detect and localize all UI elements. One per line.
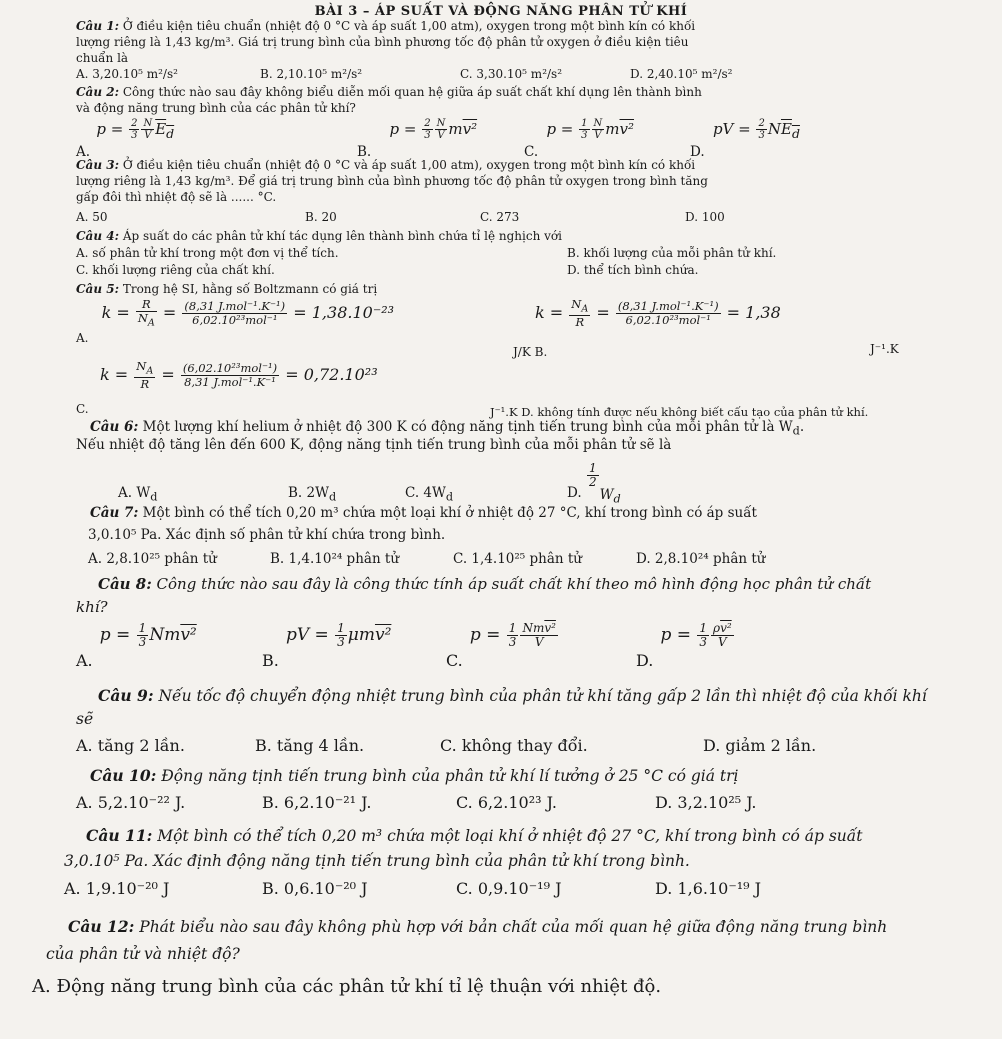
q9-option-c[interactable]: C. không thay đổi. (440, 736, 588, 755)
q8-formula-c: p = $\frac{1}{3}$ $\frac{\text{Nmv²}}{V}$ (469, 621, 556, 649)
q1-stem-line-3: chuẩn là (76, 51, 129, 65)
q11-stem-line-2: 3,0.10⁵ Pa. Xác định động năng tịnh tiến trung bình của phân tử khí trong bình. (64, 852, 690, 870)
q1-option-d[interactable]: D. 2,40.10⁵ m²/s² (630, 67, 733, 81)
q5-formula-c: k = $\frac{N_A}{R}$ = $\frac{\text{(6,02.10²³mol⁻¹)}}{\text{8,31 J.mol⁻¹.K⁻¹}}$ = 0,72.10²³ (100, 359, 378, 392)
q5-option-b[interactable] (535, 298, 781, 329)
q2-option-c[interactable]: C. p = $\frac{1}{3}$ $\frac{N}{V}$ mv² (524, 118, 635, 160)
q11-option-c[interactable]: C. 0,9.10⁻¹⁹ J (456, 879, 562, 898)
q5-formula-a: k = $\frac{R}{N_A}$ = $\frac{\text{(8,31 J.mol⁻¹.K⁻¹)}}{\text{6,02.10²³mol⁻¹}}$ = 1,38.10⁻²³ (101, 297, 395, 329)
q2-option-a[interactable]: A. p = $\frac{2}{3}$ $\frac{N}{V}$ $E_d$ (76, 118, 175, 160)
q2-option-d[interactable]: D. pV = $\frac{2}{3}$ $NE_d$ (690, 118, 800, 160)
q7-option-b[interactable]: B. 1,4.10²⁴ phân tử (270, 551, 400, 567)
q9-stem-line-2: sẽ (76, 710, 94, 728)
q10-stem: Câu 10: Động năng tịnh tiến trung bình của phân tử khí lí tưởng ở 25 °C có giá trị (90, 766, 739, 785)
q2-stem-line-2: và động năng trung bình của các phân tử khí? (76, 101, 356, 115)
q6-option-d[interactable]: D. $\frac{1}{2}$ $W_d$ (567, 461, 621, 506)
q2-formula-a: p = $\frac{2}{3}$ $\frac{N}{V}$ $E_d$ (96, 118, 175, 141)
q5-option-b-unit: J⁻¹.K (870, 342, 899, 356)
q1-stem-line-2: lượng riêng là 1,43 kg/m³. Giá trị trung bình của bình phương tốc độ phân tử oxygen ở điều kiện tiêu (76, 35, 689, 49)
q3-stem-line-3: gấp đôi thì nhiệt độ sẽ là ...... °C. (76, 190, 277, 204)
q3-option-d[interactable]: D. 100 (685, 210, 725, 224)
q6-option-c[interactable]: C. $4W_d$ (405, 485, 454, 504)
q2-formula-b: p = $\frac{2}{3}$ $\frac{N}{V}$ mv² (389, 118, 478, 141)
q5-option-d[interactable]: J⁻¹.K D. không tính được nếu không biết cấu tạo của phân tử khí. (490, 405, 869, 419)
q4-stem: Câu 4: Áp suất do các phân tử khí tác dụng lên thành bình chứa tỉ lệ nghịch với (76, 229, 562, 243)
q11-option-d[interactable]: D. 1,6.10⁻¹⁹ J (655, 879, 762, 898)
q8-option-d[interactable]: D. p = $\frac{1}{3}$ $\frac{\text{ρv²}}{V}$ (636, 622, 735, 649)
q7-option-c[interactable]: C. 1,4.10²⁵ phân tử (453, 551, 582, 567)
q4-option-d[interactable]: D. thể tích bình chứa. (567, 263, 699, 277)
q11-option-a[interactable]: A. 1,9.10⁻²⁰ J (64, 879, 170, 898)
q5-option-c-label: C. (76, 402, 89, 416)
q3-option-a[interactable]: A. 50 (76, 210, 108, 224)
q8-option-a[interactable]: A. p = $\frac{1}{3}$ Nmv² (76, 621, 197, 670)
q4-option-a[interactable]: A. số phân tử khí trong một đơn vị thể tích. (76, 246, 339, 260)
q10-option-c[interactable]: C. 6,2.10²³ J. (456, 793, 557, 812)
q11-option-b[interactable]: B. 0,6.10⁻²⁰ J (262, 879, 368, 898)
q12-option-a[interactable]: A. Động năng trung bình của các phân tử khí tỉ lệ thuận với nhiệt độ. (32, 976, 662, 997)
q3-stem-line-1: Câu 3: Ở điều kiện tiêu chuẩn (nhiệt độ 0 °C và áp suất 1,00 atm), oxygen trong một bình kín có khối (76, 158, 696, 172)
q5-option-c[interactable] (100, 360, 378, 391)
q5-formula-b: k = $\frac{N_A}{R}$ = $\frac{\text{(8,31 J.mol⁻¹.K⁻¹)}}{\text{6,02.10²³mol⁻¹}}$ = 1,38 (535, 297, 781, 330)
q8-option-b[interactable]: B. pV = $\frac{1}{3}$ μmv² (262, 621, 392, 670)
q1-option-c[interactable]: C. 3,30.10⁵ m²/s² (460, 67, 563, 81)
q1-option-a[interactable]: A. 3,20.10⁵ m²/s² (76, 67, 178, 81)
q8-stem-line-2: khí? (76, 598, 108, 616)
q5-option-b-label[interactable]: J/K B. (513, 345, 548, 359)
q9-stem-line-1: Câu 9: Nếu tốc độ chuyển động nhiệt trung bình của phân tử khí tăng gấp 2 lần thì nhiệt độ của khối khí (98, 686, 927, 705)
q9-option-b[interactable]: B. tăng 4 lần. (255, 736, 365, 755)
q10-option-d[interactable]: D. 3,2.10²⁵ J. (655, 793, 757, 812)
q6-formula-d: $\frac{1}{2}$ $W_d$ (588, 461, 621, 506)
q8-formula-b: pV = $\frac{1}{3}$ μmv² (285, 621, 392, 649)
q6-stem-line-2: Nếu nhiệt độ tăng lên đến 600 K, động năng tịnh tiến trung bình của mỗi phân tử sẽ là (76, 437, 672, 453)
q2-option-b[interactable]: B. p = $\frac{2}{3}$ $\frac{N}{V}$ mv² (357, 118, 478, 160)
q9-option-a[interactable]: A. tăng 2 lần. (76, 736, 185, 755)
q4-option-b[interactable]: B. khối lượng của mỗi phân tử khí. (567, 246, 777, 260)
q7-stem-line-1: Câu 7: Một bình có thể tích 0,20 m³ chứa một loại khí ở nhiệt độ 27 °C, khí trong bình có áp suất (90, 505, 757, 521)
q5-stem: Câu 5: Trong hệ SI, hằng số Boltzmann có giá trị (76, 282, 378, 296)
q11-stem-line-1: Câu 11: Một bình có thể tích 0,20 m³ chứa một loại khí ở nhiệt độ 27 °C, khí trong bình có áp suất (86, 826, 863, 845)
q12-stem-line-1: Câu 12: Phát biểu nào sau đây không phù hợp với bản chất của mối quan hệ giữa động năng trung bình (68, 917, 888, 936)
q5-option-a[interactable]: $_{A.}$ k = $\frac{R}{N_A}$ = $\frac{\text{(8,31 J.mol⁻¹.K⁻¹)}}{\text{6,02.10²³mol⁻¹}}$ = 1,38.10⁻²³ (76, 297, 395, 346)
q6-option-a[interactable]: A. $W_d$ (118, 485, 158, 504)
q12-stem-line-2: của phân tử và nhiệt độ? (46, 945, 240, 963)
q7-stem-line-2: 3,0.10⁵ Pa. Xác định số phân tử khí chứa trong bình. (88, 527, 446, 543)
q3-option-b[interactable]: B. 20 (305, 210, 337, 224)
q9-option-d[interactable]: D. giảm 2 lần. (703, 736, 817, 755)
q6-option-b[interactable]: B. $2W_d$ (288, 485, 337, 504)
q3-stem-line-2: lượng riêng là 1,43 kg/m³. Để giá trị trung bình của bình phương tốc độ phân tử oxygen trong bình tăng (76, 174, 708, 188)
q2-formula-c: p = $\frac{1}{3}$ $\frac{N}{V}$ mv² (546, 118, 635, 141)
q8-stem-line-1: Câu 8: Công thức nào sau đây là công thức tính áp suất chất khí theo mô hình động học phân tử chất (98, 575, 872, 593)
q10-option-a[interactable]: A. 5,2.10⁻²² J. (76, 793, 186, 812)
page-title: BÀI 3 – ÁP SUẤT VÀ ĐỘNG NĂNG PHÂN TỬ KHÍ (314, 4, 688, 19)
q6-stem-line-1: Câu 6: Một lượng khí helium ở nhiệt độ 300 K có động năng tịnh tiến trung bình của mỗi phân tử là $W_d$. (90, 419, 805, 438)
q2-stem-line-1: Câu 2: Công thức nào sau đây không biểu diễn mối quan hệ giữa áp suất chất khí dụng lên thành bình (76, 85, 702, 99)
q8-option-c[interactable]: C. p = $\frac{1}{3}$ $\frac{\text{Nmv²}}{V}$ (446, 622, 559, 649)
q7-option-a[interactable]: A. 2,8.10²⁵ phân tử (88, 551, 217, 567)
q2-formula-d: pV = $\frac{2}{3}$ $NE_d$ (712, 118, 800, 141)
q10-option-b[interactable]: B. 6,2.10⁻²¹ J. (262, 793, 372, 812)
q1-stem-line-1: Câu 1: Ở điều kiện tiêu chuẩn (nhiệt độ 0 °C và áp suất 1,00 atm), oxygen trong một bình kín có khối (76, 19, 696, 33)
q1-option-b[interactable]: B. 2,10.10⁵ m²/s² (260, 67, 363, 81)
q8-formula-a: p = $\frac{1}{3}$ Nmv² (99, 621, 197, 649)
q3-option-c[interactable]: C. 273 (480, 210, 520, 224)
q4-option-c[interactable]: C. khối lượng riêng của chất khí. (76, 263, 275, 277)
q8-formula-d: p = $\frac{1}{3}$ $\frac{\text{ρv²}}{V}$ (660, 621, 732, 649)
q7-option-d[interactable]: D. 2,8.10²⁴ phân tử (636, 551, 766, 567)
